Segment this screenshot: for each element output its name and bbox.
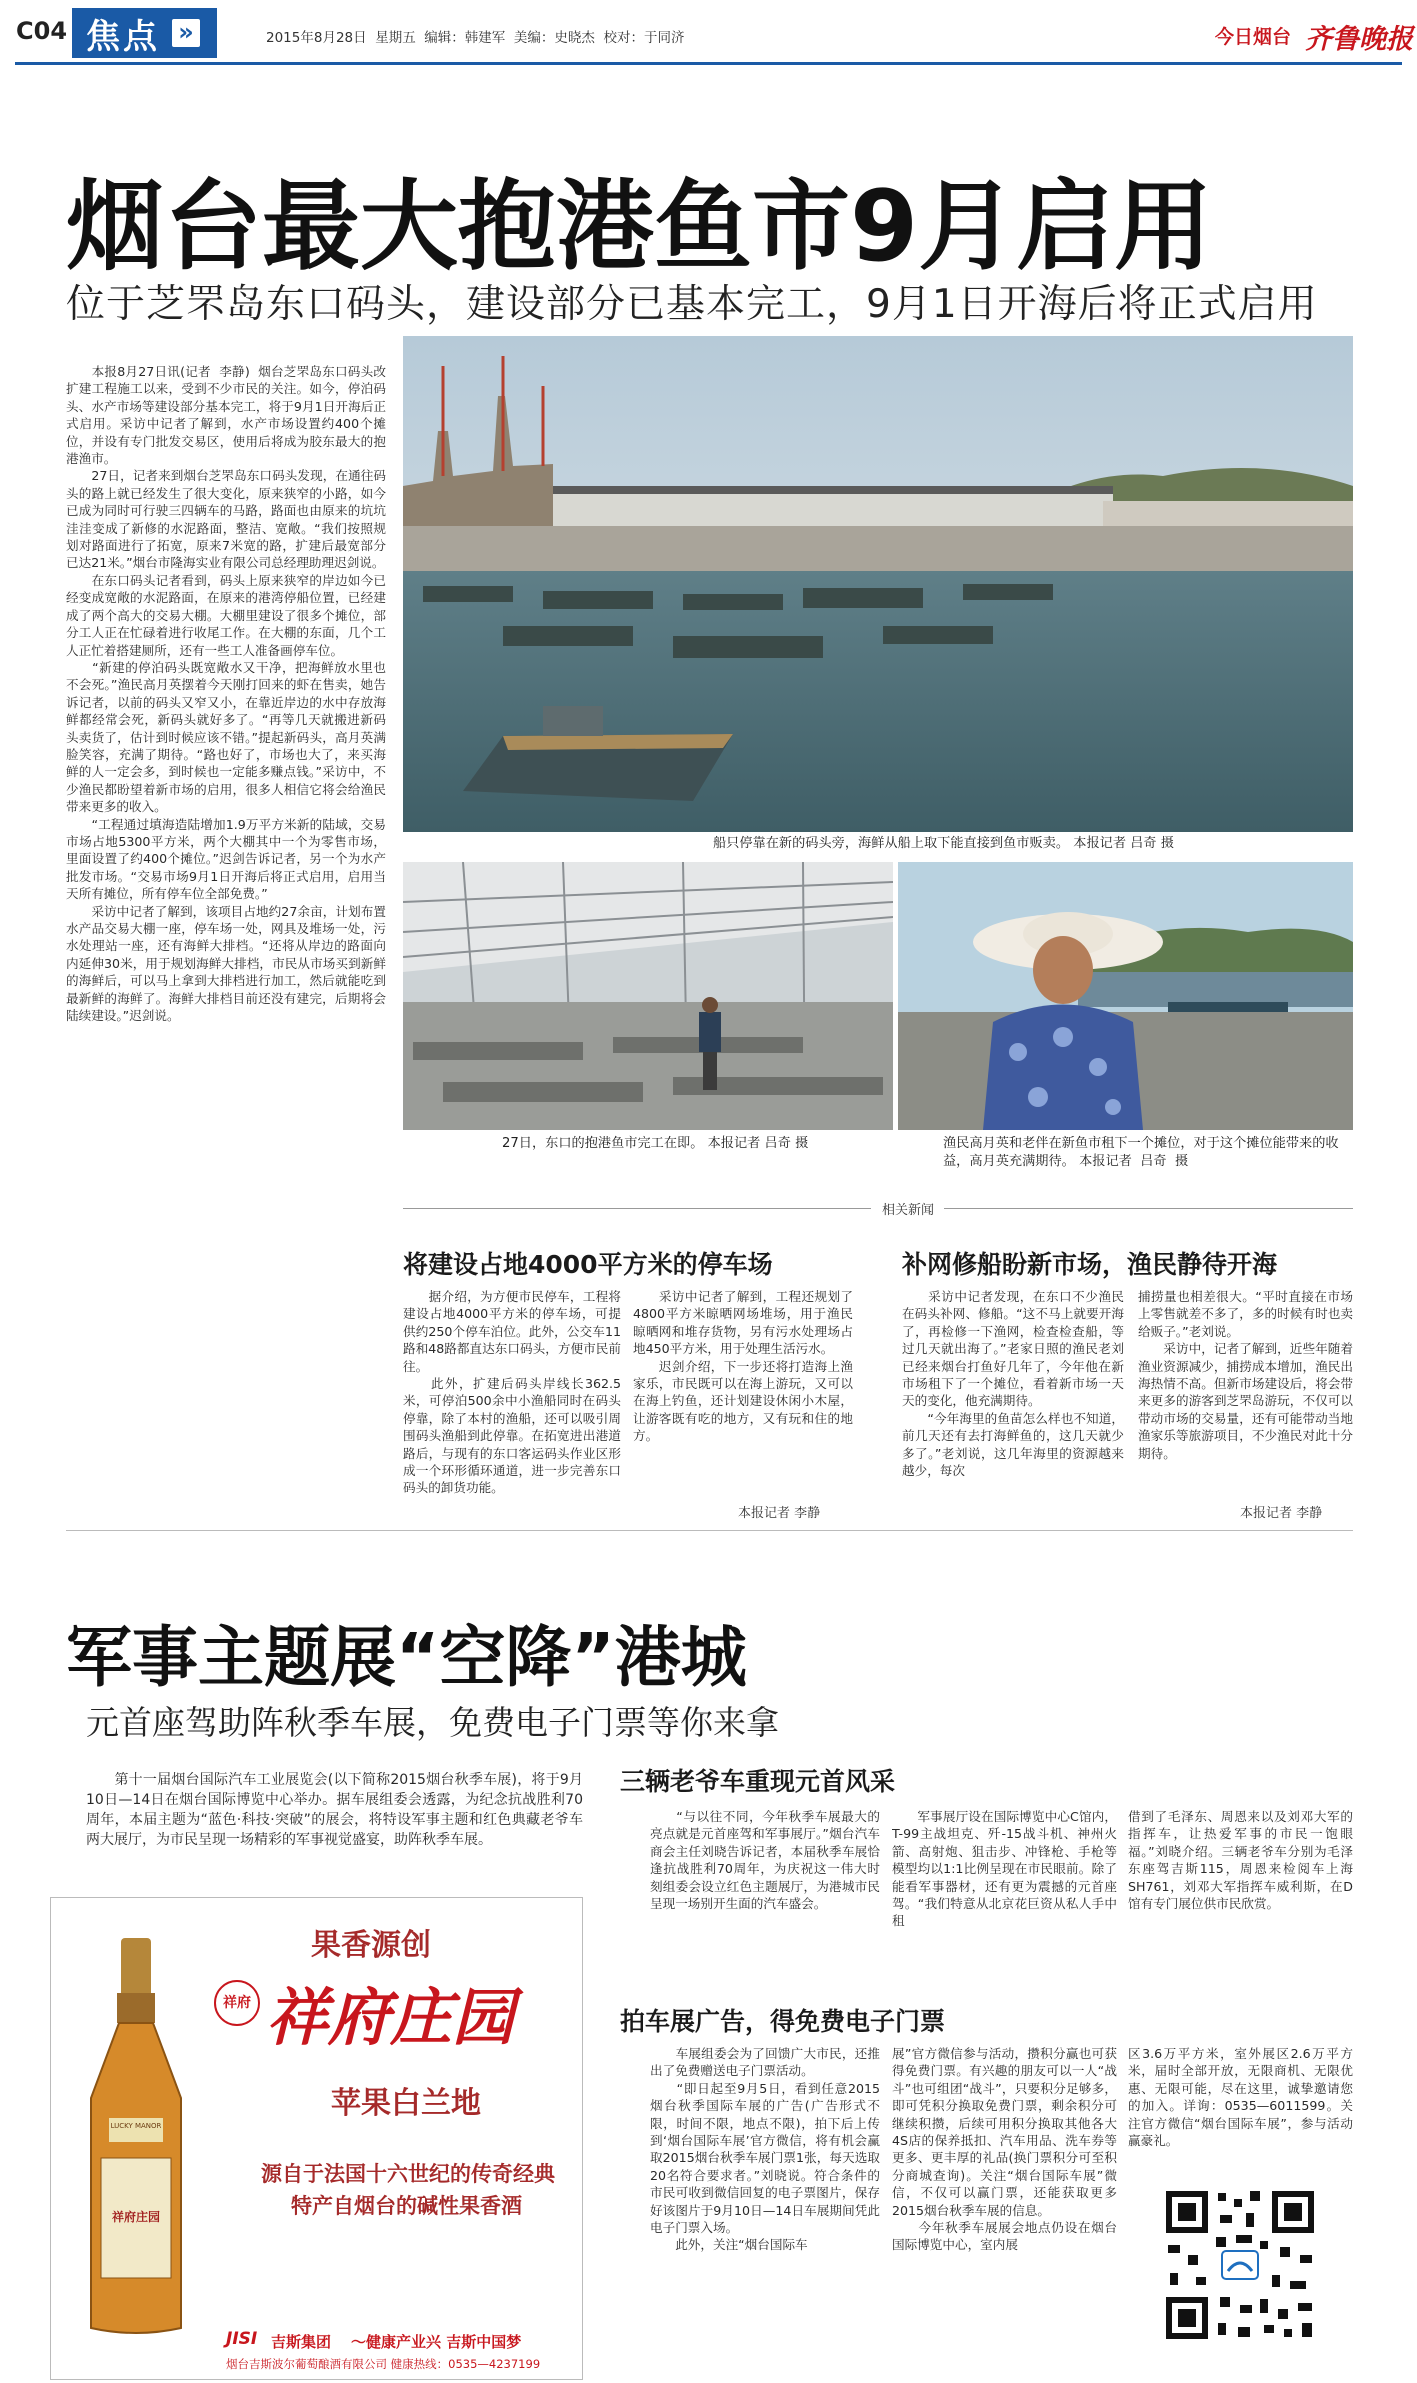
ticket-body-col1: 车展组委会为了回馈广大市民，还推出了免费赠送电子门票活动。 “即日起至9月5日，看到任意2015烟台秋季国际车展的广告(广告形式不限，时间不限，地点不限)，拍下后上传到‘烟台国际车展’官方微信，将有机会赢取2015烟台秋季车展门票1张，每天选取20名符合要求者。”刘晓说。符合条件的市民可收到微信回复的电子票图片，保存好该图片于9月10日—14日车展期间凭此电子门票入场。 此外，关注“烟台国际车	[650, 2046, 880, 2253]
ad-slogan-2: 特产自烟台的碱性果香酒	[291, 2194, 522, 2218]
market-shed-photo-caption: 27日，东口的抱港鱼市完工在即。 本报记者 吕奇 摄	[502, 1136, 809, 1151]
fisherwoman-photo-caption: 渔民高月英和老伴在新鱼市租下一个摊位，对于这个摊位能带来的收益，高月英充满期待。 本报记者 吕奇 摄	[943, 1136, 1339, 1169]
ad-bottle	[71, 1938, 201, 2338]
related-divider-left	[403, 1208, 871, 1209]
ad-seal: 祥府	[214, 1980, 260, 2026]
market-shed-photo	[403, 862, 893, 1130]
subheadline: 位于芝罘岛东口码头，建设部分已基本完工，9月1日开海后将正式启用	[66, 282, 1318, 327]
ticket-body-col2: 展”官方微信参与活动，攒积分赢也可获得免费门票。有兴趣的朋友可以一人“战斗”也可组团“战斗”，只要积分足够多，即可凭积分换取免费门票，剩余积分可继续积攒，后续可用积分换取其他各大4S店的保养抵扣、汽车用品、洗车券等更多、更丰厚的礼品(换门票积分可至积分商城查询)。关注“烟台国际车展”微信，不仅可以赢门票，还能获取更多2015烟台秋季车展的信息。 今年秋季车展展会地点仍设在烟台国际博览中心，室内展	[892, 2046, 1117, 2253]
section-badge	[72, 8, 217, 58]
ad-brand-main: 祥府庄园	[266, 1981, 515, 2054]
ad-brand-top: 果香源创	[311, 1928, 431, 1963]
issue-meta: 2015年8月28日 星期五 编辑：韩建军 美编：史晓杰 校对：于同济	[266, 30, 685, 46]
fishermen-byline: 本报记者 李静	[1240, 1506, 1323, 1521]
edition-label: 今日烟台	[1215, 26, 1292, 48]
ticket-subheadline: 拍车展广告，得免费电子门票	[620, 2007, 946, 2036]
headline: 烟台最大抱港鱼市9月启用	[66, 170, 1213, 284]
fishermen-body-col1: 采访中记者发现，在东口不少渔民在码头补网、修船。“这不马上就要开海了，再检修一下渔网，检查检查船，等过几天就出海了。”老家日照的渔民老刘已经来烟台打鱼好几年了，今年他在新市场租下了一个摊位，看着新市场一天天的变化，他充满期待。 “今年海里的鱼苗怎么样也不知道，前几天还有去打海鲜鱼的，这几天就少多了。”老刘说，这几年海里的资源越来越少，每次	[902, 1289, 1124, 1479]
header-rule	[15, 62, 1402, 65]
auto-show-headline: 军事主题展“空降”港城	[66, 1619, 747, 1696]
fishermen-body-col2: 捕捞量也相差很大。“平时直接在市场上零售就差不多了，多的时候有时也卖给贩子。”老刘说。 采访中，记者了解到，近些年随着渔业资源减少，捕捞成本增加，渔民出海热情不高。但新市场建设后，将会带来更多的游客到芝罘岛游玩，不仅可以带动市场的交易量，还有可能带动当地渔家乐等旅游项目，不少渔民对此十分期待。	[1138, 1289, 1353, 1461]
parking-body-col2: 采访中记者了解到，工程还规划了4800平方米晾晒网场堆场，用于渔民晾晒网和堆存货物，另有污水处理场占地450平方米，用于处理生活污水。 迟剑介绍，下一步还将打造海上渔家乐，市民既可以在海上游玩，又可以在海上钓鱼，还计划建设休闲小木屋，让游客既有吃的地方，又有玩和住的地方。	[633, 1289, 853, 1444]
ad-slogan-1: 源自于法国十六世纪的传奇经典	[261, 2162, 555, 2186]
ad-group-name: 吉斯集团	[271, 2333, 332, 2351]
ad-bottle-label: LUCKY MANOR	[110, 2122, 162, 2130]
vintage-cars-subheadline: 三辆老爷车重现元首风采	[620, 1767, 896, 1796]
qr-code[interactable]	[1160, 2185, 1320, 2345]
ad-product-name: 苹果白兰地	[331, 2086, 481, 2121]
section-arrow-icon: »	[172, 19, 200, 47]
ad-group-slogan: ～健康产业兴 吉斯中国梦	[351, 2333, 522, 2351]
related-news-label: 相关新闻	[882, 1203, 935, 1218]
related-divider-right	[944, 1208, 1353, 1209]
vintage-cars-body-col2: 军事展厅设在国际博览中心C馆内，T-99主战坦克、歼-15战斗机、神州火箭、高射炮、狙击步、冲锋枪、手枪等模型均以1:1比例呈现在市民眼前。除了能看军事器材，还有更为震撼的元首座驾。“我们特意从北京花巨资从私人手中租	[892, 1809, 1117, 1929]
auto-show-lead: 第十一届烟台国际汽车工业展览会(以下简称2015烟台秋季车展)，将于9月10日—14日在烟台国际博览中心举办。据车展组委会透露，为纪念抗战胜利70周年，本届主题为“蓝色·科技·突破”的展会，将特设军事主题和红色典藏老爷车两大展厅，为市民呈现一场精彩的军事视觉盛宴，助阵秋季车展。	[86, 1772, 583, 1848]
ad-company-info: 烟台吉斯波尔葡萄酿酒有限公司 健康热线：0535—4237199	[226, 2357, 541, 2371]
ad-bottle-brand: 祥府庄园	[111, 2210, 160, 2224]
page-number: C04	[16, 17, 68, 45]
ad-group-logo: JISI	[226, 2329, 258, 2349]
story-separator	[66, 1530, 1353, 1531]
harbor-photo	[403, 336, 1353, 832]
parking-subheadline: 将建设占地4000平方米的停车场	[403, 1250, 773, 1279]
newspaper-logo: 齐鲁晚报	[1305, 24, 1413, 55]
brandy-ad	[50, 1897, 583, 2380]
section-label: 焦点	[86, 16, 160, 57]
harbor-photo-caption: 船只停靠在新的码头旁，海鲜从船上取下能直接到鱼市贩卖。 本报记者 吕奇 摄	[713, 836, 1174, 851]
auto-show-subheadline: 元首座驾助阵秋季车展，免费电子门票等你来拿	[86, 1703, 779, 1742]
vintage-cars-body-col3: 借到了毛泽东、周恩来以及刘邓大军的指挥车，让热爱军事的市民一饱眼福。”刘晓介绍。三辆老爷车分别为毛泽东座驾吉斯115，周恩来检阅车上海SH761，刘邓大军指挥车威利斯，在D馆有专门展位供市民欣赏。	[1128, 1809, 1353, 1912]
vintage-cars-body-col1: “与以往不同，今年秋季车展最大的亮点就是元首座驾和军事展厅。”烟台汽车商会主任刘晓告诉记者，本届秋季车展恰逢抗战胜利70周年，为庆祝这一伟大时刻组委会设立红色主题展厅，为港城市民呈现一场别开生面的汽车盛会。	[650, 1809, 880, 1912]
parking-body-col1: 据介绍，为方便市民停车，工程将建设占地4000平方米的停车场，可提供约250个停车泊位。此外，公交车11路和48路都直达东口码头，方便市民前往。 此外，扩建后码头岸线长362.5米，可停泊500余中小渔船同时在码头停靠，除了本村的渔船，还可以吸引周围码头渔船到此停靠。在拓宽进出港道路后，与现有的东口客运码头作业区形成一个环形循环通道，进一步完善东口码头的卸货功能。	[403, 1289, 621, 1496]
fisherwoman-photo	[898, 862, 1353, 1130]
story1-body: 本报8月27日讯(记者 李静) 烟台芝罘岛东口码头改扩建工程施工以来，受到不少市民的关注。如今，停泊码头、水产市场等建设部分基本完工，将于9月1日开海后正式启用。采访中记者了解到，水产市场设置约400个摊位，并设有专门批发交易区，使用后将成为胶东最大的抱港渔市。 27日，记者来到烟台芝罘岛东口码头发现，在通往码头的路上就已经发生了很大变化，原来狭窄的小路，如今已成为同时可行驶三四辆车的马路，路面也由原来的坑坑洼洼变成了新修的水泥路面，整洁、宽敞。“我们按照规划对路面进行了拓宽，原来7米宽的路，扩建后最宽部分已达21米。”烟台市隆海实业有限公司总经理助理迟剑说。 在东口码头记者看到，码头上原来狭窄的岸边如今已经变成宽敞的水泥路面，在原来的港湾停船位置，已经建成了两个高大的交易大棚。大棚里建设了很多个摊位，部分工人正在忙碌着进行收尾工作。在大棚的东面，几个工人正忙着搭建厕所，还有一些工人准备画停车位。 “新建的停泊码头既宽敞水又干净，把海鲜放水里也不会死。”渔民高月英摆着今天刚打回来的虾在售卖，她告诉记者，以前的码头又窄又小，在靠近岸边的水中存放海鲜都经常会死，新码头就好多了。“再等几天就搬进新码头卖货了，估计到时候应该不错。”提起新码头，高月英满脸笑容，充满了期待。“路也好了，市场也大了，来买海鲜的人一定会多，到时候也一定能多赚点钱。”采访中，不少渔民都盼望着新市场的启用，很多人相信它将会给渔民带来更多的收入。 “工程通过填海造陆增加1.9万平方米新的陆域，交易市场占地5300平方米，两个大棚其中一个为零售市场，里面设置了约400个摊位。”迟剑告诉记者，另一个为水产批发市场。“交易市场9月1日开海后将正式启用，启用当天所有摊位，所有停车位全部免费。” 采访中记者了解到，该项目占地约27余亩，计划布置水产品交易大棚一座，停车场一处，网具及堆场一处，污水处理站一座，还有海鲜大排档。“还将从岸边的路面向内延伸30米，用于规划海鲜大排档，市民从市场买到新鲜的海鲜后，可以马上拿到大排档进行加工，然后就能吃到最新鲜的海鲜了。海鲜大排档目前还没有建完，后期将会陆续建设。”迟剑说。	[66, 364, 386, 1024]
ticket-body-col3: 区3.6万平方米，室外展区2.6万平方米，届时全部开放，无限商机、无限优惠、无限可能，尽在这里，诚挚邀请您的加入。详询：0535—6011599。关注官方微信“烟台国际车展”，参与活动赢豪礼。	[1128, 2046, 1353, 2149]
parking-byline: 本报记者 李静	[738, 1506, 821, 1521]
fishermen-subheadline: 补网修船盼新市场，渔民静待开海	[902, 1250, 1278, 1279]
